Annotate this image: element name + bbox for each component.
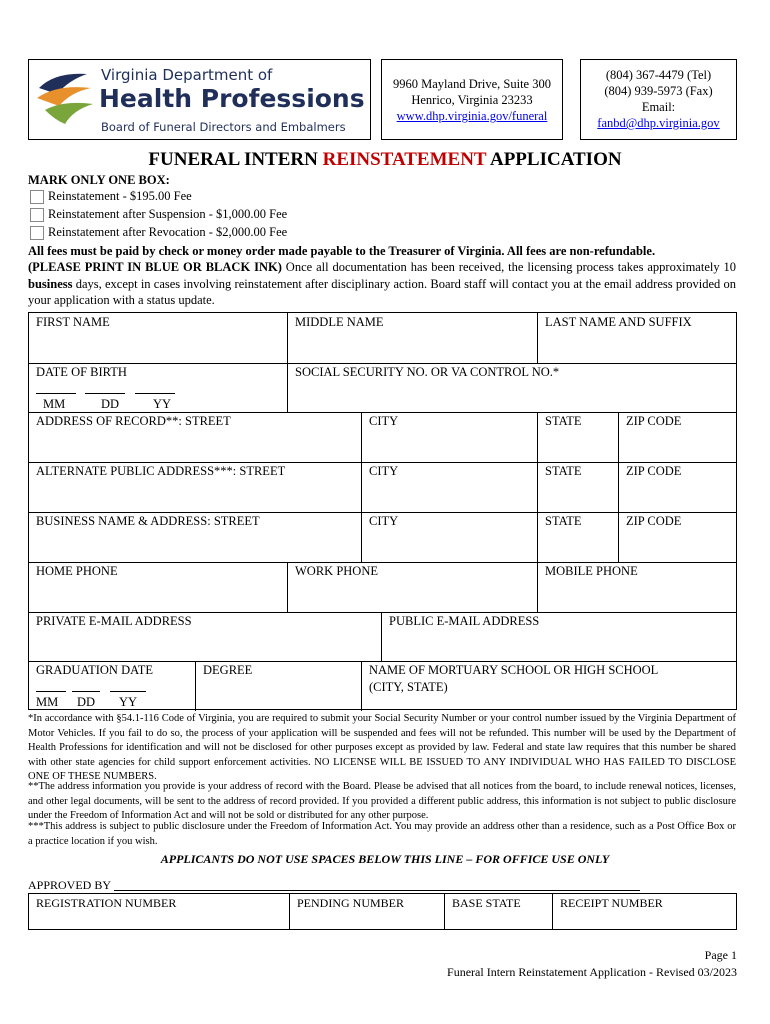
checkbox-2[interactable]: [30, 208, 44, 222]
dob-yy: YY: [153, 397, 172, 411]
middle-name-field[interactable]: MIDDLE NAME: [295, 315, 384, 329]
private-email-field[interactable]: PRIVATE E-MAIL ADDRESS: [36, 614, 192, 628]
fee-option-2[interactable]: [30, 207, 287, 222]
receipt-number-field[interactable]: RECEIPT NUMBER: [560, 896, 663, 910]
address-line2: Henrico, Virginia 23233: [411, 93, 533, 107]
fee-heading: MARK ONLY ONE BOX:: [28, 173, 170, 187]
alt-address-street[interactable]: ALTERNATE PUBLIC ADDRESS***: STREET: [36, 464, 286, 478]
instructions-text2: days, except in cases involving reinstatement after disciplinary action. Board staff will contact you at the email address provided on your application with a status update.: [28, 276, 736, 307]
footnote-address-record: **The address information you provide is your address of record with the Board. Please be advised that all notices from the board, to include renewal notices, licenses, and other legal documents, will be sent to the address of record provided. If you provided a different public address, this information is not subject to public disclosure under the Freedom of Information Act and will not be sold or distributed for any other purpose.: [28, 781, 736, 821]
fax: (804) 939-5973 (Fax): [604, 84, 713, 98]
title-part2: REINSTATEMENT: [322, 149, 487, 170]
ssn-field[interactable]: SOCIAL SECURITY NO. OR VA CONTROL NO.*: [295, 365, 560, 379]
registration-number-field[interactable]: REGISTRATION NUMBER: [36, 896, 177, 910]
business-word: business: [28, 276, 73, 291]
contact-box: [580, 59, 737, 140]
alt-address-city[interactable]: CITY: [369, 464, 399, 478]
business-address-zip[interactable]: ZIP CODE: [626, 514, 682, 528]
public-email-field[interactable]: PUBLIC E-MAIL ADDRESS: [389, 614, 540, 628]
checkbox-3[interactable]: [30, 226, 44, 240]
grad-mm: MM: [36, 695, 59, 709]
title-part1: FUNERAL INTERN: [148, 149, 323, 170]
title-part3: APPLICATION: [486, 149, 622, 170]
business-address-street[interactable]: BUSINESS NAME & ADDRESS: STREET: [36, 514, 260, 528]
website-link[interactable]: www.dhp.virginia.gov/funeral: [396, 109, 548, 123]
home-phone-field[interactable]: HOME PHONE: [36, 564, 118, 578]
address-box: [381, 59, 563, 140]
grad-date-blanks[interactable]: [36, 681, 146, 696]
last-name-field[interactable]: LAST NAME AND SUFFIX: [545, 315, 692, 329]
dhp-logo-icon: [35, 66, 99, 132]
school-field-sub: (CITY, STATE): [369, 680, 448, 694]
fee-option-1[interactable]: [30, 189, 192, 204]
fee-option-2-label: Reinstatement after Suspension - $1,000.00 Fee: [48, 207, 288, 221]
email-link[interactable]: fanbd@dhp.virginia.gov: [597, 116, 720, 130]
revision-note: Funeral Intern Reinstatement Application - Revised 03/2023: [447, 965, 737, 979]
application-form: [28, 312, 737, 710]
fee-option-3[interactable]: [30, 225, 287, 240]
approved-by-label: APPROVED BY: [28, 878, 112, 892]
approved-by-line[interactable]: [114, 890, 640, 891]
address-record-zip[interactable]: ZIP CODE: [626, 414, 682, 428]
tel: (804) 367-4479 (Tel): [605, 68, 712, 82]
address-line1: 9960 Mayland Drive, Suite 300: [393, 77, 551, 91]
grad-date-field[interactable]: GRADUATION DATE: [36, 663, 154, 677]
address-record-state[interactable]: STATE: [545, 414, 582, 428]
mobile-phone-field[interactable]: MOBILE PHONE: [545, 564, 638, 578]
alt-address-zip[interactable]: ZIP CODE: [626, 464, 682, 478]
school-field[interactable]: NAME OF MORTUARY SCHOOL OR HIGH SCHOOL: [369, 663, 659, 677]
address-record-city[interactable]: CITY: [369, 414, 399, 428]
work-phone-field[interactable]: WORK PHONE: [295, 564, 378, 578]
fee-option-3-label: Reinstatement after Revocation - $2,000.00 Fee: [48, 225, 288, 239]
dob-dd: DD: [101, 397, 120, 411]
agency-line3: Board of Funeral Directors and Embalmers: [101, 120, 346, 134]
degree-field[interactable]: DEGREE: [203, 663, 253, 677]
dob-field[interactable]: DATE OF BIRTH: [36, 365, 127, 379]
office-table: [28, 893, 737, 930]
pending-number-field[interactable]: PENDING NUMBER: [297, 896, 405, 910]
office-use-banner: APPLICANTS DO NOT USE SPACES BELOW THIS LINE – FOR OFFICE USE ONLY: [160, 852, 610, 866]
instructions: [28, 259, 736, 309]
logo-box: [28, 59, 371, 140]
fee-notice: All fees must be paid by check or money order made payable to the Treasurer of Virginia. All fees are non-refundable.: [28, 244, 656, 258]
base-state-field[interactable]: BASE STATE: [452, 896, 521, 910]
business-address-state[interactable]: STATE: [545, 514, 582, 528]
instructions-text1: Once all documentation has been received, the licensing process takes approximately 10: [281, 260, 736, 274]
first-name-field[interactable]: FIRST NAME: [36, 315, 110, 329]
footnote-public-address: ***This address is subject to public disclosure under the Freedom of Information Act. You may provide an address other than a residence, such as a Post Office Box or a practice location if you wish.: [28, 821, 736, 847]
dob-mm: MM: [43, 397, 66, 411]
grad-yy: YY: [119, 695, 138, 709]
agency-line1: Virginia Department of: [101, 66, 273, 84]
alt-address-state[interactable]: STATE: [545, 464, 582, 478]
footnote-ssn: *In accordance with §54.1-116 Code of Virginia, you are required to submit your Social Security Number or your control number issued by the Virginia Department of Motor Vehicles. If you fail to do so, the process of your application will be suspended and fees will not be refunded. This number will be used by the Department of Health Professions for identification and will not be disclosed for other purposes except as provided by law. Federal and state law requires that this number be shared with other state agencies for child support enforcement activities. NO LICENSE WILL BE ISSUED TO ANY INDIVIDUAL WHO HAS FAILED TO DISCLOSE ONE OF THESE NUMBERS.: [28, 713, 736, 782]
grad-dd: DD: [77, 695, 96, 709]
dob-blanks[interactable]: [36, 383, 175, 398]
fee-option-1-label: Reinstatement - $195.00 Fee: [48, 189, 192, 203]
business-address-city[interactable]: CITY: [369, 514, 399, 528]
ink-notice: (PLEASE PRINT IN BLUE OR BLACK INK): [28, 260, 282, 274]
agency-line2: Health Professions: [99, 84, 365, 113]
address-record-street[interactable]: ADDRESS OF RECORD**: STREET: [36, 414, 231, 428]
page-number: Page 1: [704, 948, 737, 962]
page-title: [0, 149, 770, 171]
checkbox-1[interactable]: [30, 190, 44, 204]
email-label: Email:: [641, 100, 676, 114]
